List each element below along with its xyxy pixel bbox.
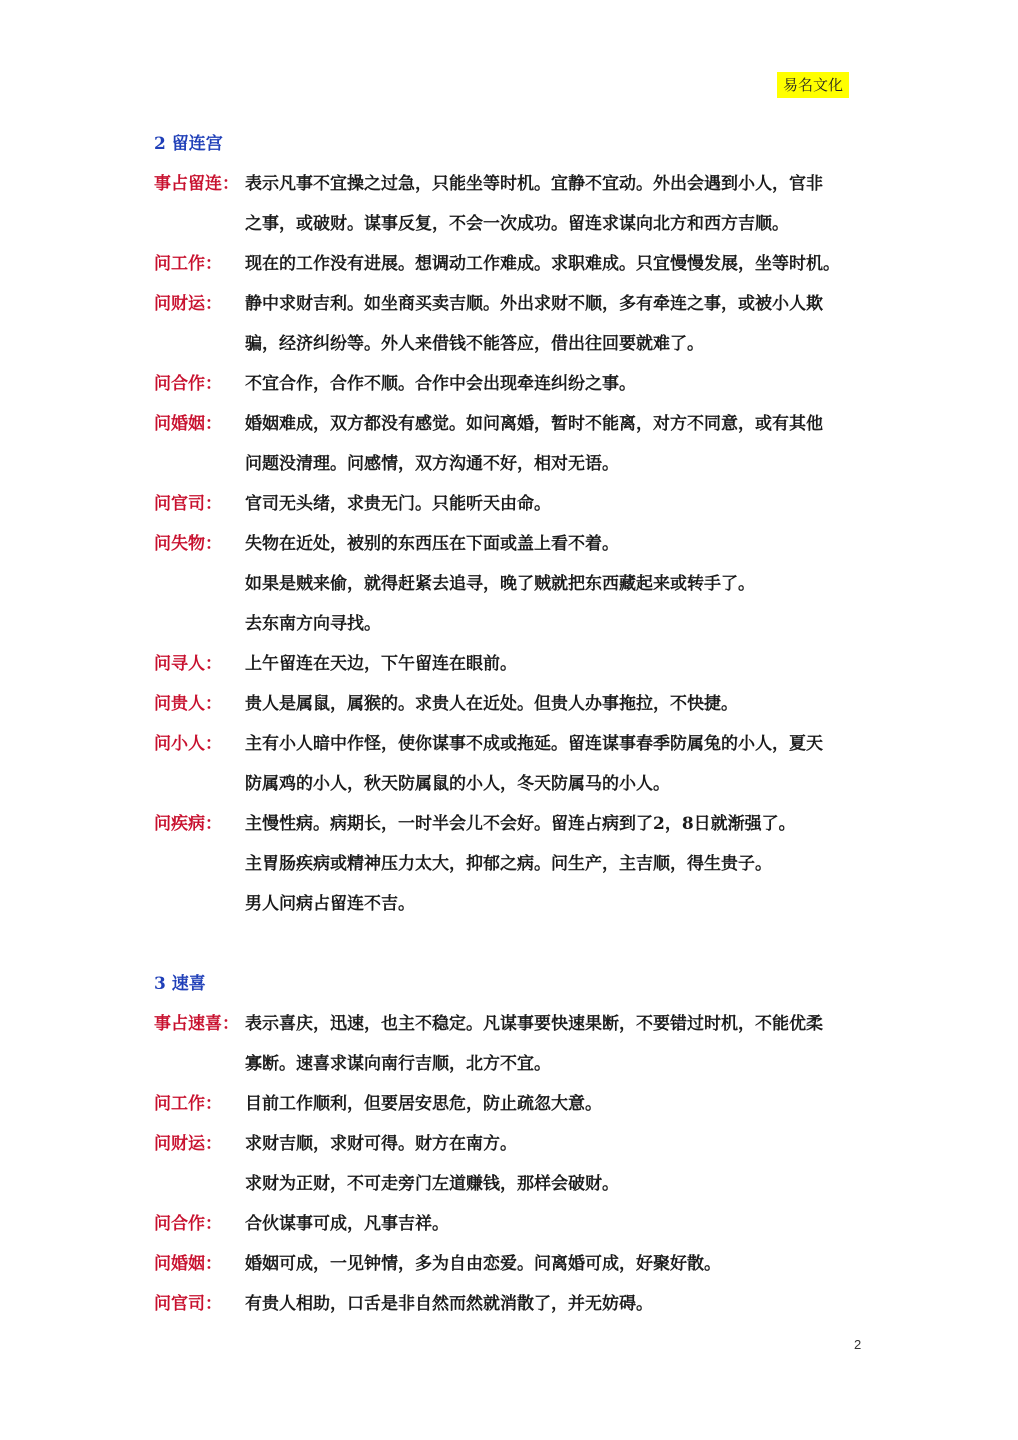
entry-label: 问婚姻： (154, 1254, 222, 1274)
entry-text-line: 贵人是属鼠，属猴的。求贵人在近处。但贵人办事拖拉，不快捷。 (245, 694, 738, 714)
entry-text-line: 骗，经济纠纷等。外人来借钱不能答应，借出往回要就难了。 (245, 334, 704, 354)
entry-text-line: 求财吉顺，求财可得。财方在南方。 (245, 1134, 517, 1154)
entry-label: 问合作： (154, 374, 222, 394)
entry-text-line: 静中求财吉利。如坐商买卖吉顺。外出求财不顺，多有牵连之事，或被小人欺 (245, 294, 823, 314)
entry-text-line: 去东南方向寻找。 (245, 614, 381, 634)
entry-label: 事占留连： (154, 174, 239, 194)
entry-text-line: 防属鸡的小人，秋天防属鼠的小人，冬天防属马的小人。 (245, 774, 670, 794)
entry-text-line: 失物在近处，被别的东西压在下面或盖上看不着。 (245, 534, 619, 554)
brand-tag: 易名文化 (777, 72, 849, 98)
entry-label: 问贵人： (154, 694, 222, 714)
page-number: 2 (854, 1337, 862, 1352)
entry-label: 问疾病： (154, 814, 222, 834)
entry-text-line: 表示凡事不宜操之过急，只能坐等时机。宜静不宜动。外出会遇到小人，官非 (245, 174, 823, 194)
entry-text-line: 男人问病占留连不吉。 (245, 894, 415, 914)
entry-label: 问官司： (154, 494, 222, 514)
entry-text-line: 表示喜庆，迅速，也主不稳定。凡谋事要快速果断，不要错过时机，不能优柔 (245, 1014, 823, 1034)
entry-text-line: 官司无头绪，求贵无门。只能听天由命。 (245, 494, 551, 514)
entry-text-line: 如果是贼来偷，就得赶紧去追寻，晚了贼就把东西藏起来或转手了。 (245, 574, 755, 594)
entry-label: 问工作： (154, 254, 222, 274)
entry-label: 问官司： (154, 1294, 222, 1314)
entry-label: 问婚姻： (154, 414, 222, 434)
entry-label: 问财运： (154, 1134, 222, 1154)
entry-text-line: 求财为正财，不可走旁门左道赚钱，那样会破财。 (245, 1174, 619, 1194)
entry-label: 问财运： (154, 294, 222, 314)
section-heading: 2 留连宫 (154, 134, 223, 154)
entry-text-line: 婚姻难成，双方都没有感觉。如问离婚，暂时不能离，对方不同意，或有其他 (245, 414, 823, 434)
entry-text-line: 之事，或破财。谋事反复，不会一次成功。留连求谋向北方和西方吉顺。 (245, 214, 789, 234)
entry-text-line: 问题没清理。问感情，双方沟通不好，相对无语。 (245, 454, 619, 474)
entry-text-line: 上午留连在天边，下午留连在眼前。 (245, 654, 517, 674)
entry-label: 问失物： (154, 534, 222, 554)
entry-text-line: 寡断。速喜求谋向南行吉顺，北方不宜。 (245, 1054, 551, 1074)
entry-label: 问合作： (154, 1214, 222, 1234)
entry-label: 问寻人： (154, 654, 222, 674)
entry-label: 事占速喜： (154, 1014, 239, 1034)
entry-text-line: 有贵人相助，口舌是非自然而然就消散了，并无妨碍。 (245, 1294, 653, 1314)
entry-text-line: 合伙谋事可成，凡事吉祥。 (245, 1214, 449, 1234)
section-heading: 3 速喜 (154, 974, 206, 994)
entry-label: 问小人： (154, 734, 222, 754)
entry-text-line: 主慢性病。病期长，一时半会儿不会好。留连占病到了2，8日就渐强了。 (245, 814, 796, 834)
entry-label: 问工作： (154, 1094, 222, 1114)
entry-text-line: 主有小人暗中作怪，使你谋事不成或拖延。留连谋事春季防属兔的小人，夏天 (245, 734, 823, 754)
entry-text-line: 不宜合作，合作不顺。合作中会出现牵连纠纷之事。 (245, 374, 636, 394)
entry-text-line: 现在的工作没有进展。想调动工作难成。求职难成。只宜慢慢发展，坐等时机。 (245, 254, 840, 274)
entry-text-line: 主胃肠疾病或精神压力太大，抑郁之病。问生产，主吉顺，得生贵子。 (245, 854, 772, 874)
entry-text-line: 目前工作顺利，但要居安思危，防止疏忽大意。 (245, 1094, 602, 1114)
entry-text-line: 婚姻可成，一见钟情，多为自由恋爱。问离婚可成，好聚好散。 (245, 1254, 721, 1274)
